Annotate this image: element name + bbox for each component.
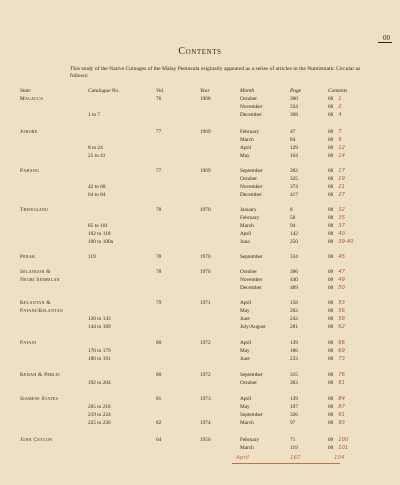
table-row — [0, 340, 400, 348]
handwritten-page-note: 27 — [338, 192, 345, 198]
contents-prefix: 00 — [328, 285, 334, 291]
state-cell: Negri Sembilan — [20, 277, 60, 283]
contents-prefix: 00 — [328, 300, 334, 306]
table-row — [0, 239, 400, 247]
handwritten-page-note: 37 — [338, 223, 345, 229]
table-row — [0, 324, 400, 332]
contents-prefix: 00 — [328, 404, 334, 410]
volume-cell: 80 — [156, 340, 162, 346]
header-month: Month — [240, 88, 255, 94]
handwritten-page-note: 66 — [338, 340, 345, 346]
month-cell: February — [240, 215, 260, 221]
year-cell: 1969 — [200, 168, 211, 174]
page-cell: 164 — [290, 153, 298, 159]
contents-cell — [328, 96, 342, 102]
year-cell: 1969 — [200, 129, 211, 135]
contents-cell — [328, 308, 345, 314]
contents-cell — [328, 184, 345, 190]
year-cell: 1970 — [200, 207, 211, 213]
page-cell: 374 — [290, 184, 298, 190]
handwritten-page-note: 39-40 — [338, 239, 354, 245]
state-cell: Pahang — [20, 168, 40, 174]
contents-cell — [328, 356, 345, 362]
table-row — [0, 316, 400, 324]
contents-prefix: 00 — [328, 176, 334, 182]
page-cell: 281 — [290, 324, 298, 330]
year-cell: 1956 — [200, 437, 211, 443]
table-row — [0, 420, 400, 428]
handwritten-page-note: 19 — [338, 176, 345, 182]
year-cell: 1970 — [200, 254, 211, 260]
contents-prefix: 00 — [328, 277, 334, 283]
table-row — [0, 168, 400, 176]
contents-prefix: 00 — [328, 96, 334, 102]
contents-prefix: 00 — [328, 396, 334, 402]
month-cell: July/August — [240, 324, 266, 330]
contents-prefix: 00 — [328, 340, 334, 346]
page-cell: 158 — [290, 300, 298, 306]
page-cell: 197 — [290, 404, 298, 410]
header-catalogue: Catalogue No. — [88, 88, 120, 94]
table-row — [0, 404, 400, 412]
contents-cell — [328, 112, 342, 118]
table-row — [0, 300, 400, 308]
contents-cell — [328, 285, 345, 291]
month-cell: April — [240, 145, 252, 151]
table-row — [0, 396, 400, 404]
contents-cell — [328, 129, 342, 135]
page-cell: 282 — [290, 168, 298, 174]
page-cell: 47 — [290, 129, 296, 135]
table-row — [0, 112, 400, 120]
state-cell: Trengganu — [20, 207, 49, 213]
table-row — [0, 207, 400, 215]
table-row — [0, 231, 400, 239]
page-cell: 97 — [290, 420, 296, 426]
table-row — [0, 137, 400, 145]
contents-cell — [328, 380, 345, 386]
page-cell: 326 — [290, 412, 298, 418]
page-number-rule — [378, 42, 392, 43]
page-cell: 129 — [290, 145, 298, 151]
page-cell: 489 — [290, 285, 298, 291]
handwritten-page-note: 56 — [338, 308, 345, 314]
page-cell: 8 — [290, 207, 293, 213]
handwritten-page-note: 62 — [338, 324, 345, 330]
contents-cell — [328, 137, 342, 143]
handwritten-page-note: 53 — [338, 300, 345, 306]
table-row — [0, 129, 400, 137]
month-cell: January — [240, 207, 257, 213]
month-cell: April — [240, 396, 252, 402]
catalogue-cell: 192 to 204 — [88, 380, 111, 386]
volume-cell: 77 — [156, 168, 162, 174]
contents-cell — [328, 223, 345, 229]
contents-cell — [328, 316, 345, 322]
month-cell: October — [240, 380, 258, 386]
table-row — [0, 223, 400, 231]
page-cell: 325 — [290, 176, 298, 182]
state-cell: Selangor & — [20, 269, 51, 275]
month-cell: February — [240, 437, 260, 443]
contents-cell — [328, 300, 345, 306]
table-row — [0, 372, 400, 380]
contents-cell — [328, 192, 345, 198]
contents-prefix: 00 — [328, 207, 334, 213]
volume-cell: 78 — [156, 254, 162, 260]
catalogue-cell: 205 to 218 — [88, 404, 111, 410]
catalogue-cell: 64 to 84 — [88, 192, 106, 198]
year-cell: 1974 — [200, 420, 211, 426]
page-cell: 440 — [290, 277, 298, 283]
contents-cell — [328, 437, 348, 443]
volume-cell: 79 — [156, 300, 162, 306]
state-cell: Junk Ceylon — [20, 437, 53, 443]
page-cell: 334 — [290, 104, 298, 110]
month-cell: December — [240, 112, 262, 118]
volume-cell: 76 — [156, 96, 162, 102]
handwritten-page-note: 4 — [338, 112, 342, 118]
contents-cell — [328, 215, 345, 221]
handwritten-page-note: 7 — [338, 129, 342, 135]
month-cell: November — [240, 104, 263, 110]
month-cell: February — [240, 129, 260, 135]
state-cell: Perak — [20, 254, 36, 260]
month-cell: November — [240, 277, 263, 283]
month-cell: October — [240, 96, 258, 102]
table-row — [0, 104, 400, 112]
handwritten-page-note: 81 — [338, 380, 345, 386]
contents-prefix: 00 — [328, 324, 334, 330]
state-cell: Kelantan & — [20, 300, 51, 306]
handwritten-page-note: 40 — [338, 231, 345, 237]
header-state: State — [20, 88, 31, 94]
state-cell: Siamese States — [20, 396, 58, 402]
handwritten-page-note: 45 — [338, 254, 345, 260]
handwritten-page-note: 1 — [338, 96, 342, 102]
catalogue-cell: 180 to 191 — [88, 356, 111, 362]
catalogue-cell: 25 to 41 — [88, 153, 106, 159]
handwritten-page: 167 — [290, 455, 301, 461]
year-cell: 1971 — [200, 300, 211, 306]
table-row — [0, 215, 400, 223]
handwritten-page-note: 91 — [338, 412, 345, 418]
handwritten-contents: 104 — [334, 455, 345, 461]
contents-prefix: 00 — [328, 356, 334, 362]
page-cell: 250 — [290, 239, 298, 245]
contents-cell — [328, 231, 345, 237]
catalogue-cell: 119 — [88, 254, 96, 260]
contents-cell — [328, 153, 345, 159]
month-cell: June — [240, 356, 250, 362]
page-cell: 94 — [290, 223, 296, 229]
month-cell: May — [240, 153, 250, 159]
month-cell: March — [240, 445, 254, 451]
contents-cell — [328, 168, 345, 174]
handwritten-page-note: 84 — [338, 396, 345, 402]
catalogue-cell: 8 to 24 — [88, 145, 103, 151]
catalogue-cell: 85 to 101 — [88, 223, 109, 229]
page-cell: 139 — [290, 396, 298, 402]
month-cell: April — [240, 300, 252, 306]
handwritten-page-note: 9 — [338, 137, 342, 143]
contents-prefix: 00 — [328, 215, 334, 221]
page-cell: 186 — [290, 348, 298, 354]
contents-cell — [328, 277, 345, 283]
table-row — [0, 153, 400, 161]
contents-cell — [328, 239, 353, 245]
contents-prefix: 00 — [328, 145, 334, 151]
table-row — [0, 445, 400, 453]
table-row — [0, 285, 400, 293]
table-row — [0, 96, 400, 104]
contents-cell — [328, 372, 345, 378]
year-cell: 1972 — [200, 372, 211, 378]
month-cell: September — [240, 254, 263, 260]
page-cell: 233 — [290, 356, 298, 362]
contents-cell — [328, 324, 345, 330]
handwritten-page-note: 100 — [338, 437, 349, 443]
volume-cell: 82 — [156, 420, 162, 426]
month-cell: March — [240, 137, 254, 143]
contents-prefix: 00 — [328, 308, 334, 314]
pencil-underline — [232, 463, 340, 464]
contents-prefix: 00 — [328, 380, 334, 386]
volume-cell: 64 — [156, 437, 162, 443]
catalogue-cell: 42 to 60 — [88, 184, 106, 190]
contents-cell — [328, 348, 345, 354]
handwritten-page-note: 93 — [338, 420, 345, 426]
page-title: Contents — [178, 46, 222, 57]
page-cell: 386 — [290, 269, 298, 275]
page-cell: 334 — [290, 254, 298, 260]
catalogue-cell: 170 to 179 — [88, 348, 111, 354]
contents-prefix: 00 — [328, 254, 334, 260]
handwritten-page-note: 69 — [338, 348, 345, 354]
contents-prefix: 00 — [328, 223, 334, 229]
contents-cell — [328, 176, 345, 182]
catalogue-cell: 1 to 7 — [88, 112, 101, 118]
contents-cell — [328, 207, 345, 213]
handwritten-page-note: 76 — [338, 372, 345, 378]
table-row — [0, 254, 400, 262]
table-row — [0, 269, 400, 277]
page-cell: 242 — [290, 316, 298, 322]
table-row — [0, 176, 400, 184]
table-row — [0, 348, 400, 356]
header-page: Page — [290, 88, 302, 94]
contents-cell — [328, 254, 345, 260]
state-cell: Patani/Kelantan — [20, 308, 63, 314]
page-cell: 300 — [290, 96, 298, 102]
catalogue-cell: 102 to 118 — [88, 231, 111, 237]
handwritten-page-note: 2 — [338, 104, 342, 110]
month-cell: May — [240, 308, 250, 314]
catalogue-cell: 219 to 224 — [88, 412, 111, 418]
handwritten-page-note: 47 — [338, 269, 345, 275]
contents-prefix: 00 — [328, 348, 334, 354]
contents-cell — [328, 412, 345, 418]
contents-cell — [328, 269, 345, 275]
month-cell: September — [240, 372, 263, 378]
month-cell: March — [240, 223, 254, 229]
contents-cell — [328, 104, 342, 110]
contents-prefix: 00 — [328, 104, 334, 110]
year-cell: 1973 — [200, 396, 211, 402]
contents-prefix: 00 — [328, 412, 334, 418]
contents-cell — [328, 340, 345, 346]
handwritten-page-note: 32 — [338, 207, 345, 213]
page-cell: 368 — [290, 112, 298, 118]
month-cell: May — [240, 404, 250, 410]
contents-prefix: 00 — [328, 372, 334, 378]
month-cell: May — [240, 348, 250, 354]
table-row — [0, 437, 400, 445]
year-cell: 1972 — [200, 340, 211, 346]
intro-paragraph: This study of the Native Coinages of the Malay Peninsula originally appeared as a series of articles in the Numismatic Circular as follows: — [70, 66, 361, 79]
month-cell: October — [240, 269, 258, 275]
state-cell: Malacca — [20, 96, 44, 102]
month-cell: December — [240, 192, 262, 198]
table-row — [0, 192, 400, 200]
page-cell: 71 — [290, 437, 296, 443]
page-cell: 315 — [290, 372, 298, 378]
table-row — [0, 145, 400, 153]
month-cell: March — [240, 420, 254, 426]
page-cell: 363 — [290, 380, 298, 386]
table-row — [0, 308, 400, 316]
contents-cell — [328, 445, 348, 451]
volume-cell: 81 — [156, 396, 162, 402]
header-vol: Vol. — [156, 88, 165, 94]
table-row — [0, 412, 400, 420]
contents-prefix: 00 — [328, 239, 334, 245]
catalogue-cell: 225 to 236 — [88, 420, 111, 426]
contents-prefix: 00 — [328, 153, 334, 159]
contents-prefix: 00 — [328, 437, 334, 443]
contents-cell — [328, 145, 345, 151]
month-cell: November — [240, 184, 263, 190]
handwritten-page-note: 21 — [338, 184, 345, 190]
handwritten-month: April — [236, 455, 249, 461]
table-row — [0, 184, 400, 192]
contents-prefix: 00 — [328, 445, 334, 451]
table-row — [0, 380, 400, 388]
volume-cell: 78 — [156, 269, 162, 275]
contents-prefix: 00 — [328, 184, 334, 190]
page-number: 00 — [383, 34, 390, 42]
catalogue-cell: 144 to 169 — [88, 324, 111, 330]
page-cell: 142 — [290, 231, 298, 237]
month-cell: June — [240, 239, 250, 245]
contents-prefix: 00 — [328, 269, 334, 275]
month-cell: October — [240, 176, 258, 182]
handwritten-page-note: 58 — [338, 316, 345, 322]
year-cell: 1970 — [200, 269, 211, 275]
state-cell: Patani — [20, 340, 37, 346]
state-cell: Kedah & Perlis — [20, 372, 60, 378]
handwritten-page-note: 101 — [338, 445, 349, 451]
contents-prefix: 00 — [328, 129, 334, 135]
month-cell: April — [240, 340, 252, 346]
contents-cell — [328, 420, 345, 426]
month-cell: April — [240, 231, 252, 237]
month-cell: December — [240, 285, 262, 291]
year-cell: 1968 — [200, 96, 211, 102]
page-cell: 202 — [290, 308, 298, 314]
catalogue-cell: 100 to 100a — [88, 239, 114, 245]
month-cell: September — [240, 412, 263, 418]
handwritten-page-note: 49 — [338, 277, 345, 283]
handwritten-page-note: 73 — [338, 356, 345, 362]
state-cell: Johore — [20, 129, 38, 135]
contents-prefix: 00 — [328, 192, 334, 198]
volume-cell: 78 — [156, 207, 162, 213]
handwritten-page-note: 50 — [338, 285, 345, 291]
header-year: Year — [200, 88, 210, 94]
page-cell: 417 — [290, 192, 298, 198]
table-row — [0, 356, 400, 364]
handwritten-page-note: 17 — [338, 168, 345, 174]
page-cell: 50 — [290, 215, 296, 221]
page-cell: 84 — [290, 137, 296, 143]
contents-prefix: 00 — [328, 420, 334, 426]
contents-prefix: 00 — [328, 231, 334, 237]
contents-prefix: 00 — [328, 112, 334, 118]
contents-prefix: 00 — [328, 168, 334, 174]
volume-cell: 80 — [156, 372, 162, 378]
contents-cell — [328, 404, 345, 410]
month-cell: June — [240, 316, 250, 322]
handwritten-page-note: 14 — [338, 153, 345, 159]
contents-prefix: 00 — [328, 316, 334, 322]
contents-prefix: 00 — [328, 137, 334, 143]
volume-cell: 77 — [156, 129, 162, 135]
handwritten-page-note: 12 — [338, 145, 345, 151]
month-cell: September — [240, 168, 263, 174]
handwritten-page-note: 35 — [338, 215, 345, 221]
handwritten-page-note: 87 — [338, 404, 345, 410]
page-cell: 139 — [290, 340, 298, 346]
table-row — [0, 277, 400, 285]
header-contents: Contents — [328, 88, 348, 94]
contents-cell — [328, 396, 345, 402]
page-cell: 119 — [290, 445, 298, 451]
catalogue-cell: 120 to 143 — [88, 316, 111, 322]
